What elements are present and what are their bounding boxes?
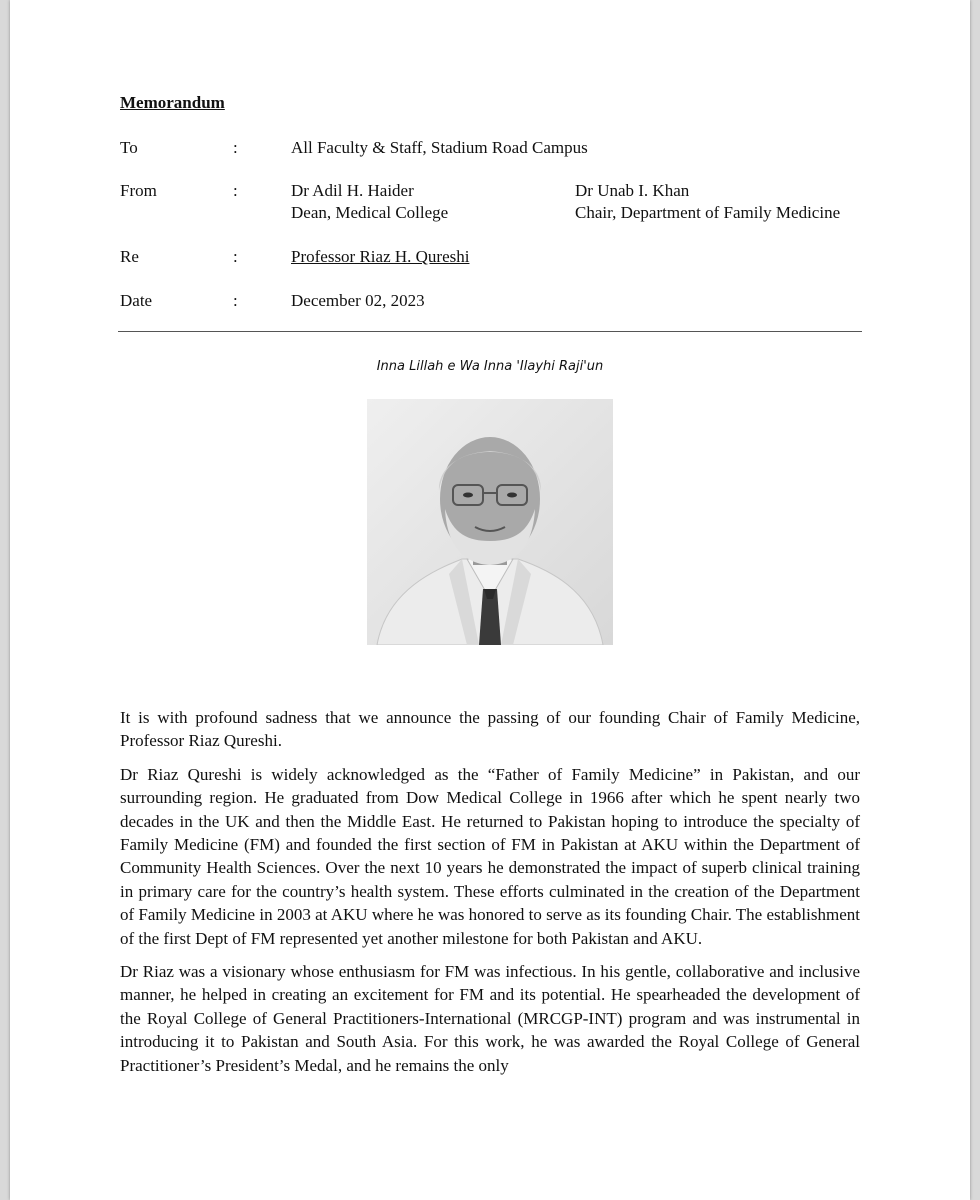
obituary-body — [120, 706, 860, 1087]
re-label: Re — [120, 247, 139, 266]
document-page — [10, 0, 970, 1200]
header-divider — [118, 331, 862, 332]
date-value: December 02, 2023 — [291, 291, 425, 310]
from-label: From — [120, 181, 157, 200]
memo-title: Memorandum — [120, 93, 225, 112]
from-1-title: Dean, Medical College — [291, 203, 449, 222]
from-colon: : — [233, 181, 238, 200]
date-label: Date — [120, 291, 153, 310]
portrait-photo-icon — [367, 399, 613, 645]
to-label: To — [120, 138, 138, 157]
paragraph-2: Dr Riaz Qureshi is widely acknowledged as the “Father of Family Medicine” in Pakistan, and our surrounding region. He graduated from Dow Medical College in 1966 after which he spent nearly two decades in the UK and then the Middle East. He returned to Pakistan hoping to introduce the specialty of Family Medicine (FM) and founded the first section of FM in Pakistan at AKU within the Department of Community Health Sciences. Over the next 10 years he demonstrated the impact of superb clinical training in primary care for the country’s health system. These efforts culminated in the creation of the Department of Family Medicine in 2003 at AKU where he was honored to serve as its founding Chair. The establishment of the first Dept of FM represented yet another milestone for both Pakistan and AKU. — [120, 764, 860, 948]
paragraph-3: Dr Riaz was a visionary whose enthusiasm for FM was infectious. In his gentle, collaborative and inclusive manner, he helped in creating an excitement for FM and its potential. He spearheaded the development of the Royal College of General Practitioners-International (MRCGP-INT) program and was instrumental in introducing it to Pakistan and South Asia. For this work, he was awarded the Royal College of General Practitioner’s President’s Medal, and he remains the only — [120, 962, 860, 1075]
from-1-name: Dr Adil H. Haider — [291, 181, 414, 200]
to-colon: : — [233, 138, 238, 157]
portrait-photo — [367, 399, 613, 645]
from-2-name: Dr Unab I. Khan — [575, 181, 690, 200]
from-2-title: Chair, Department of Family Medicine — [575, 203, 841, 222]
condolence-verse: Inna Lillah e Wa Inna 'Ilayhi Raji'un — [376, 359, 604, 374]
paragraph-1: It is with profound sadness that we announce the passing of our founding Chair of Family Medicine, Professor Riaz Qureshi. — [120, 708, 860, 751]
re-value: Professor Riaz H. Qureshi — [291, 247, 470, 266]
to-value: All Faculty & Staff, Stadium Road Campus — [291, 138, 588, 157]
date-colon: : — [233, 291, 238, 310]
re-colon: : — [233, 247, 238, 266]
